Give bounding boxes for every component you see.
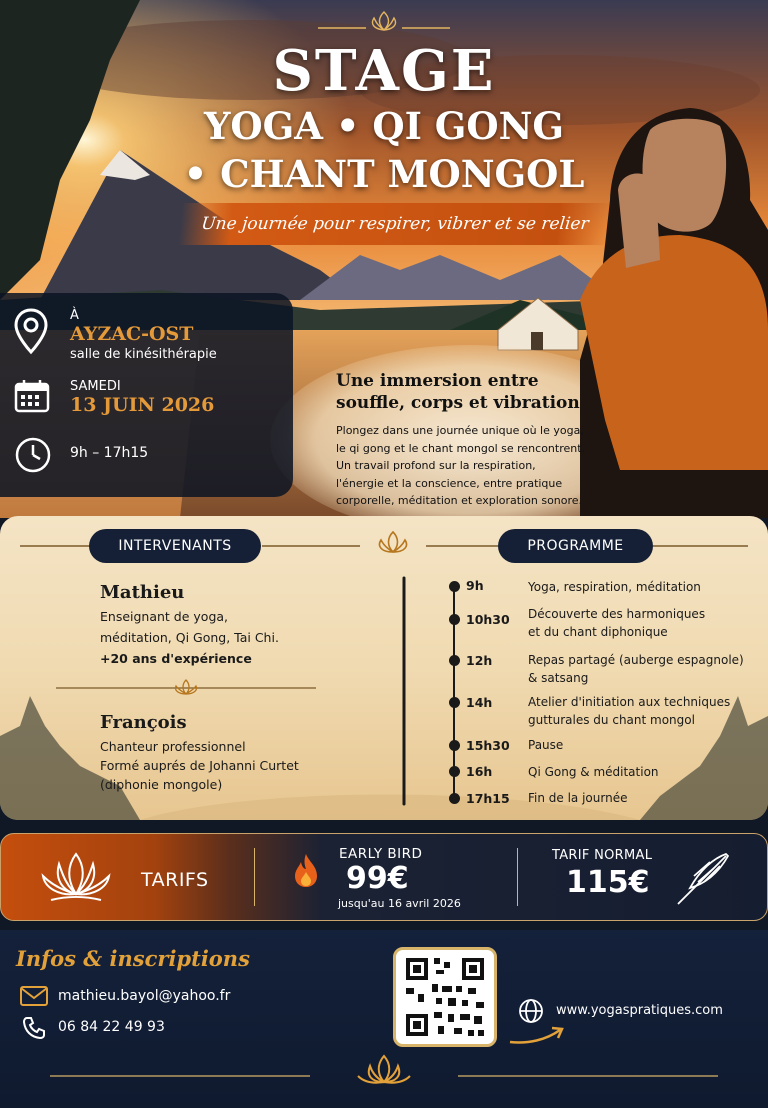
normal-price-label: TARIF NORMAL — [552, 848, 653, 863]
clock-icon — [14, 436, 52, 474]
location-city: AYZAC-OST — [70, 323, 194, 345]
programme-time: 17h15 — [466, 791, 510, 806]
immersion-body — [336, 422, 616, 510]
timeline-dot — [449, 793, 460, 804]
footer-divider — [0, 1050, 768, 1090]
timeline-dot — [449, 614, 460, 625]
event-date: 13 JUIN 2026 — [70, 394, 215, 416]
website-link[interactable]: www.yogaspratiques.com — [556, 1003, 723, 1018]
immersion-line: Plongez dans une journée unique où le yoga, — [336, 424, 584, 437]
event-hours: 9h – 17h15 — [70, 445, 149, 461]
programme-desc: Fin de la journée — [528, 791, 628, 805]
programme-desc: Repas partagé (auberge espagnole) & satsang — [528, 653, 744, 685]
subtitle-banner: Une journée pour respirer, vibrer et se relier — [178, 203, 612, 245]
programme-time: 12h — [466, 653, 493, 668]
location-venue: salle de kinésithérapie — [70, 347, 217, 362]
speaker-bio-line: (diphonie mongole) — [100, 777, 223, 792]
qr-code-pattern — [396, 950, 494, 1044]
early-bird-note: jusqu'au 16 avril 2026 — [338, 897, 461, 910]
speaker-bio-line: Chanteur professionnel — [100, 739, 246, 754]
globe-icon — [518, 998, 544, 1024]
calendar-icon — [14, 379, 50, 413]
speaker-name-mathieu: Mathieu — [100, 582, 185, 603]
programme-time: 15h30 — [466, 738, 510, 753]
programme-desc: Yoga, respiration, méditation — [528, 580, 701, 594]
programme-time: 14h — [466, 695, 493, 710]
envelope-icon — [20, 986, 48, 1006]
event-day: SAMEDI — [70, 379, 121, 394]
speaker-bio-line: méditation, Qi Gong, Tai Chi. — [100, 630, 279, 645]
immersion-line: le qi gong et le chant mongol se rencontrent. — [336, 441, 586, 455]
programme-desc: Qi Gong & méditation — [528, 765, 659, 779]
timeline-dot — [449, 697, 460, 708]
phone-icon — [22, 1016, 46, 1040]
immersion-line: l'énergie et la conscience, entre pratique — [336, 476, 563, 490]
immersion-line: Un travail profond sur la respiration, — [336, 459, 536, 472]
speaker-bio-line: Formé auprés de Johanni Curtet — [100, 758, 299, 773]
flame-icon — [291, 852, 321, 888]
intervenants-heading: INTERVENANTS — [89, 529, 261, 563]
programme-desc: Pause — [528, 738, 564, 752]
programme-heading: PROGRAMME — [498, 529, 653, 563]
location-prefix: À — [70, 308, 79, 323]
feather-icon — [674, 848, 734, 908]
early-bird-label: EARLY BIRD — [339, 846, 423, 862]
contact-heading: Infos & inscriptions — [16, 946, 250, 971]
location-row — [14, 308, 217, 362]
early-bird-price: 99€ — [346, 861, 409, 896]
tarifs-bar — [0, 833, 768, 921]
programme-desc: Atelier d'initiation aux techniques gutturales du chant mongol — [528, 695, 731, 727]
immersion-title-1: Une immersion entre — [336, 371, 539, 391]
arrow-icon — [508, 1024, 568, 1046]
programme-time: 10h30 — [466, 612, 510, 627]
speaker-experience: +20 ans d'expérience — [100, 651, 252, 666]
normal-price: 115€ — [566, 865, 650, 900]
tarifs-label: TARIFS — [141, 869, 209, 891]
timeline-dot — [449, 740, 460, 751]
location-pin-icon — [14, 308, 48, 356]
programme-time: 9h — [466, 578, 484, 593]
title-yoga-qigong: YOGA • QI GONG — [203, 104, 565, 148]
hero-section — [0, 0, 768, 518]
contact-email[interactable]: mathieu.bayol@yahoo.fr — [58, 988, 231, 1004]
timeline-dot — [449, 581, 460, 592]
immersion-block — [336, 370, 616, 510]
speaker-name-francois: François — [100, 712, 187, 733]
speaker-bio-line: Enseignant de yoga, — [100, 609, 229, 624]
details-section — [0, 516, 768, 820]
programme-time: 16h — [466, 764, 493, 779]
timeline-dot — [449, 766, 460, 777]
hours-row — [14, 436, 148, 476]
lotus-icon — [37, 850, 115, 904]
lotus-icon — [318, 8, 450, 34]
title-chant-mongol: • CHANT MONGOL — [183, 152, 585, 196]
date-row — [14, 379, 214, 419]
timeline-dot — [449, 655, 460, 666]
qr-code[interactable] — [393, 947, 497, 1047]
title-stage: STAGE — [272, 38, 496, 104]
immersion-line: corporelle, méditation et exploration sonore. — [336, 494, 583, 507]
programme-desc: Découverte des harmoniques et du chant diphonique — [528, 607, 706, 639]
immersion-title-2: souffle, corps et vibration — [336, 393, 580, 413]
contact-phone[interactable]: 06 84 22 49 93 — [58, 1019, 165, 1035]
event-info-box — [0, 293, 293, 497]
